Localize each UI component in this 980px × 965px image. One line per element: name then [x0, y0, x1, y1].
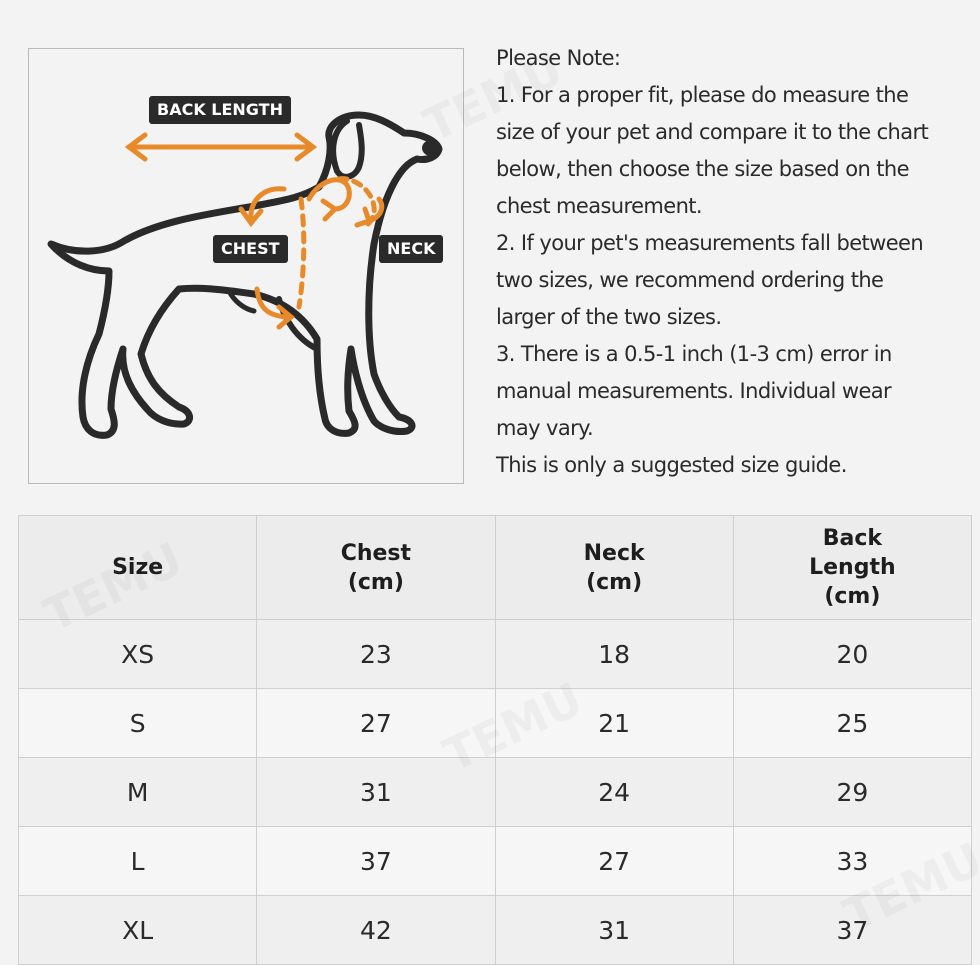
cell-back-length: 33: [733, 827, 971, 896]
cell-neck: 31: [495, 896, 733, 965]
table-row: [19, 827, 972, 896]
dog-measurement-figure: [28, 48, 464, 484]
please-note: [496, 40, 974, 484]
cell-size: M: [19, 758, 257, 827]
cell-chest: 42: [257, 896, 495, 965]
cell-back-length: 37: [733, 896, 971, 965]
cell-chest: 23: [257, 620, 495, 689]
cell-neck: 24: [495, 758, 733, 827]
note-line: 2. If your pet's measurements fall between: [496, 231, 924, 255]
note-line: 1. For a proper fit, please do measure the: [496, 83, 909, 107]
note-line: may vary.: [496, 416, 594, 440]
back-length-label: BACK LENGTH: [149, 96, 291, 124]
note-line: size of your pet and compare it to the chart: [496, 120, 929, 144]
header-text: Chest: [340, 540, 412, 566]
header-unit: (cm): [824, 584, 881, 609]
note-line: manual measurements. Individual wear: [496, 379, 892, 403]
note-line: two sizes, we recommend ordering the: [496, 268, 884, 292]
table-row: [19, 689, 972, 758]
note-title: Please Note:: [496, 46, 621, 70]
header-text: Size: [112, 555, 164, 580]
cell-chest: 31: [257, 758, 495, 827]
note-line: chest measurement.: [496, 194, 703, 218]
cell-neck: 27: [495, 827, 733, 896]
cell-chest: 27: [257, 689, 495, 758]
header-unit: (cm): [586, 569, 643, 595]
header-unit: (cm): [347, 569, 404, 595]
table-row: [19, 758, 972, 827]
header-neck: [495, 516, 733, 620]
chest-label: CHEST: [213, 235, 288, 263]
note-line: larger of the two sizes.: [496, 305, 722, 329]
cell-size: XL: [19, 896, 257, 965]
table-row: [19, 620, 972, 689]
cell-neck: 21: [495, 689, 733, 758]
cell-size: XS: [19, 620, 257, 689]
cell-back-length: 25: [733, 689, 971, 758]
header-text: Back: [822, 526, 883, 551]
cell-neck: 18: [495, 620, 733, 689]
note-line: This is only a suggested size guide.: [496, 453, 847, 477]
table-row: [19, 896, 972, 965]
table-header-row: [19, 516, 972, 620]
header-chest: [257, 516, 495, 620]
header-text: Length: [809, 555, 896, 580]
header-text: Neck: [583, 540, 645, 566]
header-back-length: [733, 516, 971, 620]
cell-size: S: [19, 689, 257, 758]
cell-back-length: 20: [733, 620, 971, 689]
note-line: 3. There is a 0.5-1 inch (1-3 cm) error in: [496, 342, 892, 366]
note-line: below, then choose the size based on the: [496, 157, 909, 181]
header-size: [19, 516, 257, 620]
cell-back-length: 29: [733, 758, 971, 827]
cell-size: L: [19, 827, 257, 896]
neck-label: NECK: [379, 235, 443, 263]
cell-chest: 37: [257, 827, 495, 896]
size-chart-table: [18, 515, 972, 965]
